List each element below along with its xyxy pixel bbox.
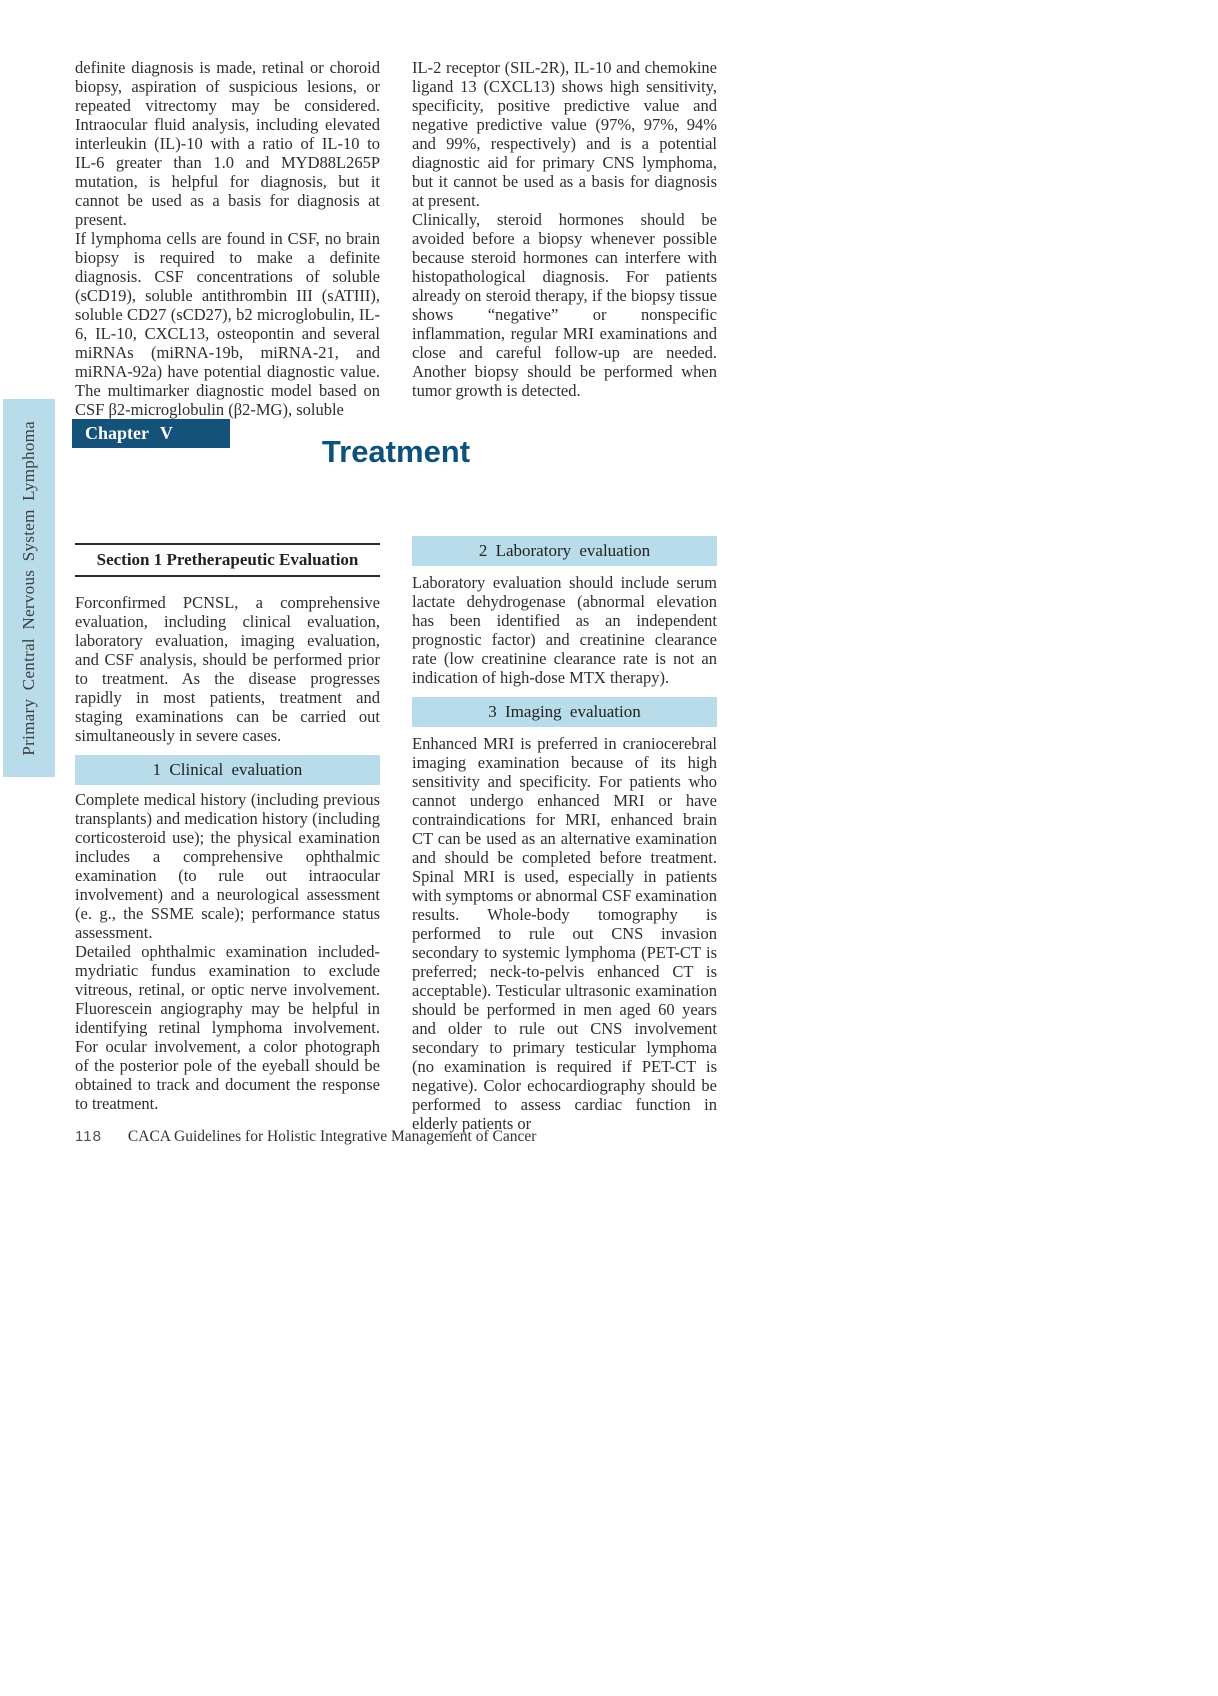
paragraph: Complete medical history (including previous transplants) and medication history (including corticosteroid use); the physical examination includes a comprehensive ophthalmic examination (to rule out intraocular involvement) and a neurological assessment (e. g., the SSME scale); performance status assessment. xyxy=(75,790,380,942)
section-heading: Section 1 Pretherapeutic Evaluation xyxy=(75,543,380,577)
page-title: Treatment xyxy=(321,434,471,469)
section-intro-paragraph: Forconfirmed PCNSL, a comprehensive evaluation, including clinical evaluation, laboratory evaluation, imaging evaluation, and CSF analysis, should be performed prior to treatment. As the disease progresses rapidly in most patients, treatment and staging examinations can be carried out simultaneously in severe cases. xyxy=(75,593,380,745)
page-number: 118 xyxy=(75,1128,102,1145)
right-column-top xyxy=(412,58,717,419)
subsection-heading-clinical: 1 Clinical evaluation xyxy=(75,755,380,785)
sidebar-vertical-label: Primary Central Nervous System Lymphoma xyxy=(19,420,38,756)
subsection-heading-imaging: 3 Imaging evaluation xyxy=(412,697,717,727)
paragraph: Laboratory evaluation should include serum lactate dehydrogenase (abnormal elevation has been identified as an independent prognostic factor) and creatinine clearance rate (low creatinine clearance rate is not an indication of high-dose MTX therapy). xyxy=(412,573,717,687)
paragraph: Enhanced MRI is preferred in craniocerebral imaging examination because of its high sensitivity and specificity. For patients who cannot undergo enhanced MRI or have contraindications for MRI, enhanced brain CT can be used as an alternative examination and should be completed before treatment. Spinal MRI is used, especially in patients with symptoms or abnormal CSF examination results. Whole-body tomography is performed to rule out CNS invasion secondary to systemic lymphoma (PET-CT is preferred; neck-to-pelvis enhanced CT is acceptable). Testicular ultrasonic examination should be performed in men aged 60 years and older to rule out CNS involvement secondary to primary testicular lymphoma (no examination is required if PET-CT is negative). Color echocardiography should be performed to assess cardiac function in elderly patients or xyxy=(412,734,717,1133)
sidebar-chapter-strip xyxy=(3,399,55,777)
page-footer xyxy=(75,1128,775,1146)
left-column-section xyxy=(75,530,380,1133)
footer-title: CACA Guidelines for Holistic Integrative Management of Cancer xyxy=(127,1128,537,1145)
left-column-top xyxy=(75,58,380,419)
section-content-block xyxy=(75,530,717,1133)
paragraph: Clinically, steroid hormones should be avoided before a biopsy whenever possible because steroid hormones can interfere with histopathological diagnosis. For patients already on steroid therapy, if the biopsy tissue shows “negative” or nonspecific inflammation, regular MRI examinations and close and careful follow-up are needed. Another biopsy should be performed when tumor growth is detected. xyxy=(412,210,717,400)
paragraph: Detailed ophthalmic examination included-mydriatic fundus examination to exclude vitreous, retinal, or optic nerve involvement. Fluorescein angiography may be helpful in identifying retinal lymphoma involvement. For ocular involvement, a color photograph of the posterior pole of the eyeball should be obtained to track and document the response to treatment. xyxy=(75,942,380,1113)
chapter-badge-label: Chapter V xyxy=(85,423,173,443)
paragraph: If lymphoma cells are found in CSF, no brain biopsy is required to make a definite diagnosis. CSF concentrations of soluble (sCD19), soluble antithrombin III (sATIII), soluble CD27 (sCD27), b2 microglobulin, IL-6, IL-10, CXCL13, osteopontin and several miRNAs (miRNA-19b, miRNA-21, and miRNA-92a) have potential diagnostic value. The multimarker diagnostic model based on CSF β2-microglobulin (β2-MG), soluble xyxy=(75,229,380,419)
subsection-heading-laboratory: 2 Laboratory evaluation xyxy=(412,536,717,566)
paragraph: definite diagnosis is made, retinal or choroid biopsy, aspiration of suspicious lesions, or repeated vitrectomy may be considered. Intraocular fluid analysis, including elevated interleukin (IL)-10 with a ratio of IL-10 to IL-6 greater than 1.0 and MYD88L265P mutation, is helpful for diagnosis, but it cannot be used as a basis for diagnosis at present. xyxy=(75,58,380,229)
continued-text-block xyxy=(75,58,717,419)
paragraph: IL-2 receptor (SIL-2R), IL-10 and chemokine ligand 13 (CXCL13) shows high sensitivity, specificity, positive predictive value and negative predictive value (97%, 97%, 94% and 99%, respectively) and is a potential diagnostic aid for primary CNS lymphoma, but it cannot be used as a basis for diagnosis at present. xyxy=(412,58,717,210)
right-column-section xyxy=(412,530,717,1133)
